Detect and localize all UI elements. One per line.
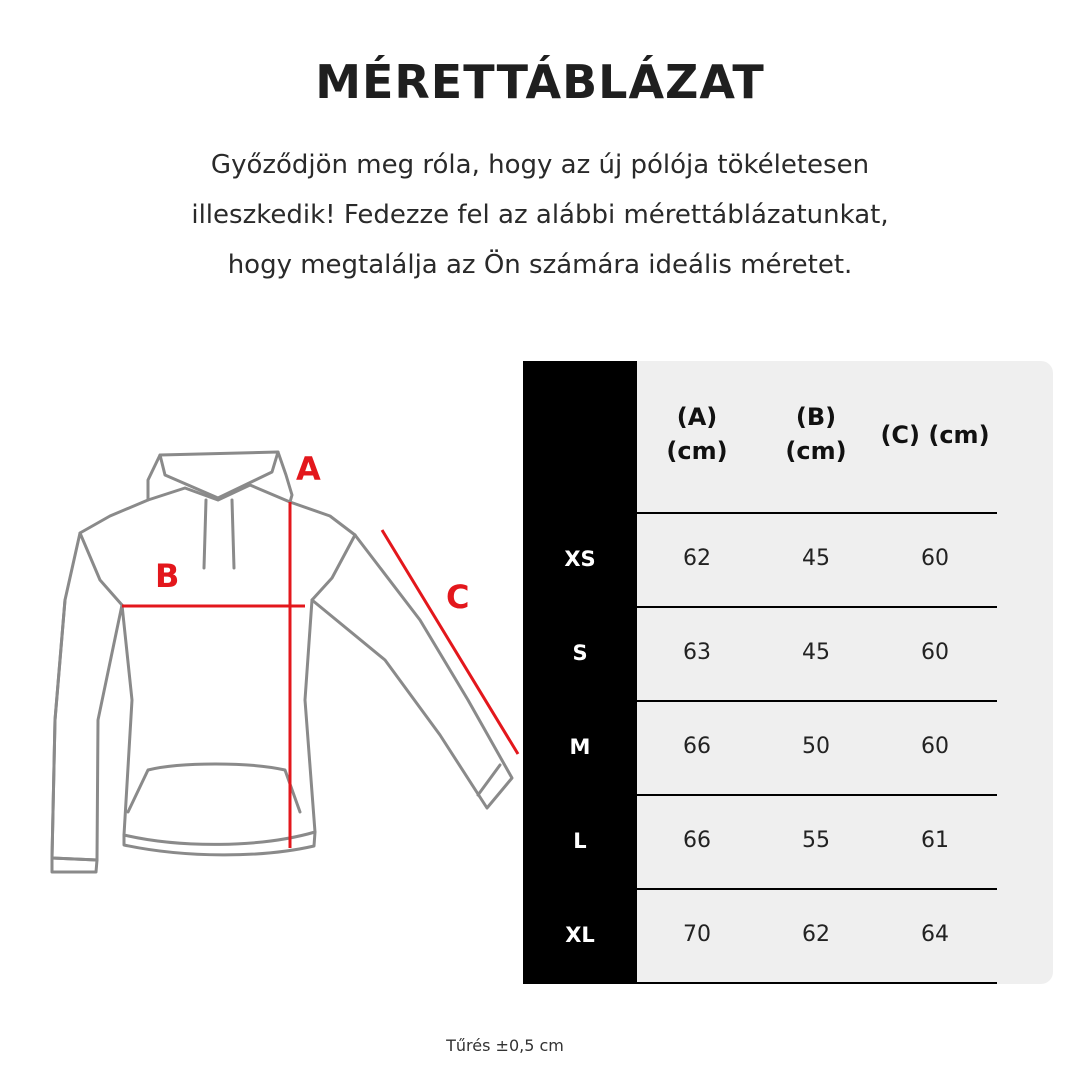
intro-line-1: Győződjön meg róla, hogy az új pólója tökéletesen bbox=[210, 150, 870, 180]
table-divider bbox=[637, 982, 997, 984]
label-c: C bbox=[446, 578, 470, 616]
tolerance-note: Tűrés ±0,5 cm bbox=[446, 1036, 564, 1055]
row-m-c: 60 bbox=[921, 734, 949, 759]
table-divider bbox=[637, 606, 997, 608]
row-m-b: 50 bbox=[802, 734, 830, 759]
table-divider bbox=[637, 512, 997, 514]
row-xs-b: 45 bbox=[802, 546, 830, 571]
size-s-label: S bbox=[572, 641, 588, 665]
label-a: A bbox=[296, 450, 321, 488]
measure-line-c bbox=[382, 530, 518, 754]
header-a bbox=[637, 400, 757, 468]
intro-line-2: illeszkedik! Fedezze fel az alábbi mérettáblázatunkat, bbox=[191, 200, 889, 230]
intro-line-3: hogy megtalálja az Ön számára ideális méretet. bbox=[227, 250, 853, 280]
table-divider bbox=[637, 888, 997, 890]
row-xs-c: 60 bbox=[921, 546, 949, 571]
header-a-line-1: (A) bbox=[676, 403, 718, 431]
label-b: B bbox=[155, 557, 180, 595]
hoodie-outline bbox=[52, 452, 512, 872]
size-l-label: L bbox=[573, 829, 587, 853]
row-xl-a: 70 bbox=[683, 922, 711, 947]
row-l-c: 61 bbox=[921, 828, 949, 853]
row-xl-c: 64 bbox=[921, 922, 949, 947]
size-column bbox=[523, 361, 637, 984]
header-a-line-2: (cm) bbox=[666, 437, 728, 465]
intro-text bbox=[120, 140, 960, 290]
row-xs-a: 62 bbox=[683, 546, 711, 571]
row-xl-b: 62 bbox=[802, 922, 830, 947]
row-m-a: 66 bbox=[683, 734, 711, 759]
header-b bbox=[756, 400, 876, 468]
size-xs-label: XS bbox=[564, 547, 596, 571]
row-s-a: 63 bbox=[683, 640, 711, 665]
measure-lines bbox=[122, 502, 518, 848]
size-m-label: M bbox=[569, 735, 591, 759]
size-xl-label: XL bbox=[565, 923, 595, 947]
table-divider bbox=[637, 794, 997, 796]
table-divider bbox=[637, 700, 997, 702]
header-b-line-2: (cm) bbox=[785, 437, 847, 465]
header-b-line-1: (B) bbox=[795, 403, 837, 431]
row-s-c: 60 bbox=[921, 640, 949, 665]
hoodie-diagram bbox=[40, 440, 530, 890]
page-title: MÉRETTÁBLÁZAT bbox=[315, 55, 765, 109]
row-l-a: 66 bbox=[683, 828, 711, 853]
row-l-b: 55 bbox=[802, 828, 830, 853]
header-c: (C) (cm) bbox=[880, 421, 990, 449]
row-s-b: 45 bbox=[802, 640, 830, 665]
